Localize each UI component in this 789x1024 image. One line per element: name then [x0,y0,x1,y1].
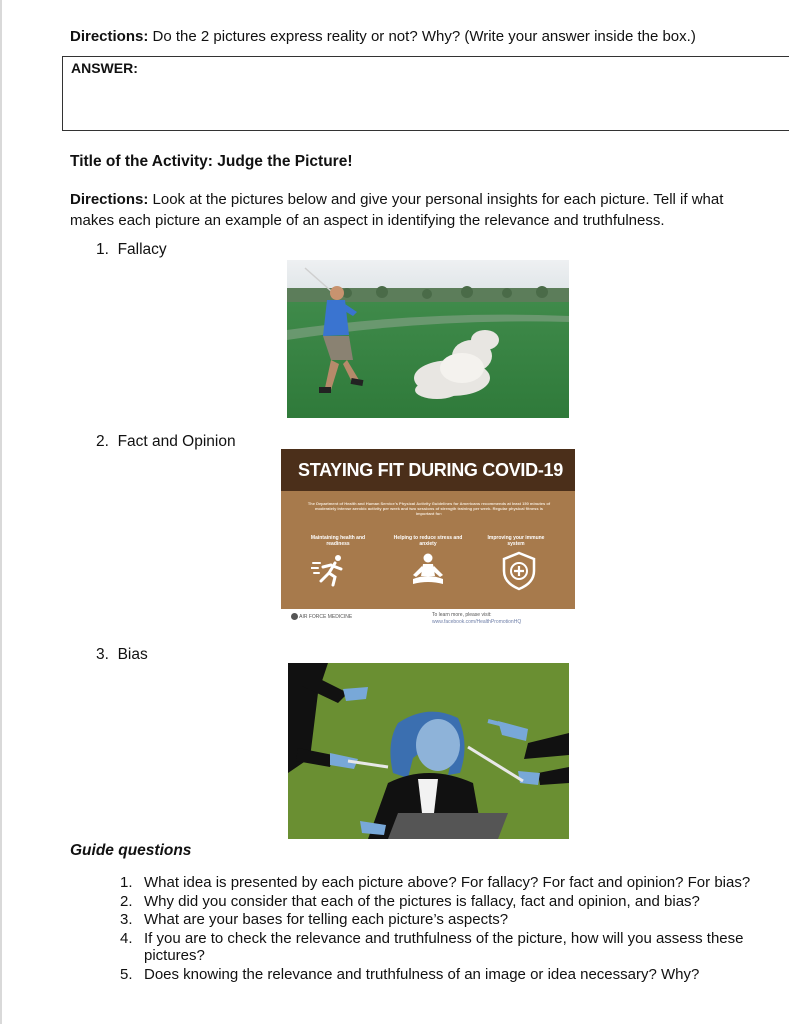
item-label: Bias [117,646,148,663]
question-number: 3. [120,911,133,928]
poster-footer-right-1: To learn more, please visit: [432,612,492,618]
directions-2-line2: makes each picture an example of an aspect in identifying the relevance and truthfulness. [70,212,665,229]
poster-footer-logo [291,613,352,620]
question-number: 2. [120,892,133,910]
item-bias [96,646,148,664]
item-label: Fact and Opinion [117,433,236,450]
item-number: 2. [96,433,109,450]
page-left-border [0,0,2,1024]
item-number: 1. [96,241,109,258]
guide-question [120,966,770,984]
poster-benefit-2: Helping to reduce stress and anxiety [393,535,463,547]
answer-box[interactable] [62,56,789,131]
item-fact-opinion [96,433,236,451]
question-number: 5. [120,965,133,983]
running-person-icon [311,553,351,587]
air-force-logo-icon [291,613,298,620]
question-text: What are your bases for telling each picture’s aspects? [144,911,509,928]
guide-questions-list [120,874,770,984]
poster-footer-left: AIR FORCE MEDICINE [299,613,353,620]
poster-title: STAYING FIT DURING COVID-19 [281,449,575,491]
covid-poster [281,449,575,609]
golf-picture [287,260,569,418]
poster-footer-right-2: www.facebook.com/HealthPromotionHQ [432,619,522,625]
question-number: 4. [120,929,133,947]
guide-question [120,893,770,911]
guide-question [120,911,770,929]
question-number: 1. [120,874,133,891]
bias-illustration [288,663,569,839]
directions-2-label: Directions: [70,191,149,208]
poster-body: The Department of Health and Human Service's Physical Activity Guidelines for Americans recommends at least 150 minutes of moderately intense aerobic activity per week and two sessions of strength training per week. Regular physical fitness is important for: [307,501,551,516]
question-text: If you are to check the relevance and truthfulness of the picture, how will you assess these pictures? [144,929,744,964]
question-text: Does knowing the relevance and truthfulness of an image or idea necessary? Why? [144,965,700,983]
directions-1 [70,28,696,45]
guide-question [120,930,770,965]
shield-plus-icon [501,551,537,591]
question-text: What idea is presented by each picture above? For fallacy? For fact and opinion? For bias? [144,874,751,891]
item-label: Fallacy [117,241,167,258]
activity-title: Title of the Activity: Judge the Picture! [70,153,353,170]
directions-1-text: Do the 2 pictures express reality or not? Why? (Write your answer inside the box.) [148,28,696,45]
answer-label: ANSWER: [71,60,138,76]
directions-2 [70,189,723,231]
guide-question [120,874,770,892]
poster-benefit-1: Maintaining health and readiness [310,535,366,547]
item-number: 3. [96,646,109,663]
meditation-icon [409,553,447,587]
question-text: Why did you consider that each of the pictures is fallacy, fact and opinion, and bias? [144,892,700,910]
directions-1-label: Directions: [70,28,149,45]
guide-heading: Guide questions [70,842,192,859]
item-fallacy [96,241,167,259]
poster-footer-link [432,612,521,626]
poster-benefit-3: Improving your immune system [487,535,545,547]
directions-2-line1: Look at the pictures below and give your personal insights for each picture. Tell if what [148,191,724,208]
